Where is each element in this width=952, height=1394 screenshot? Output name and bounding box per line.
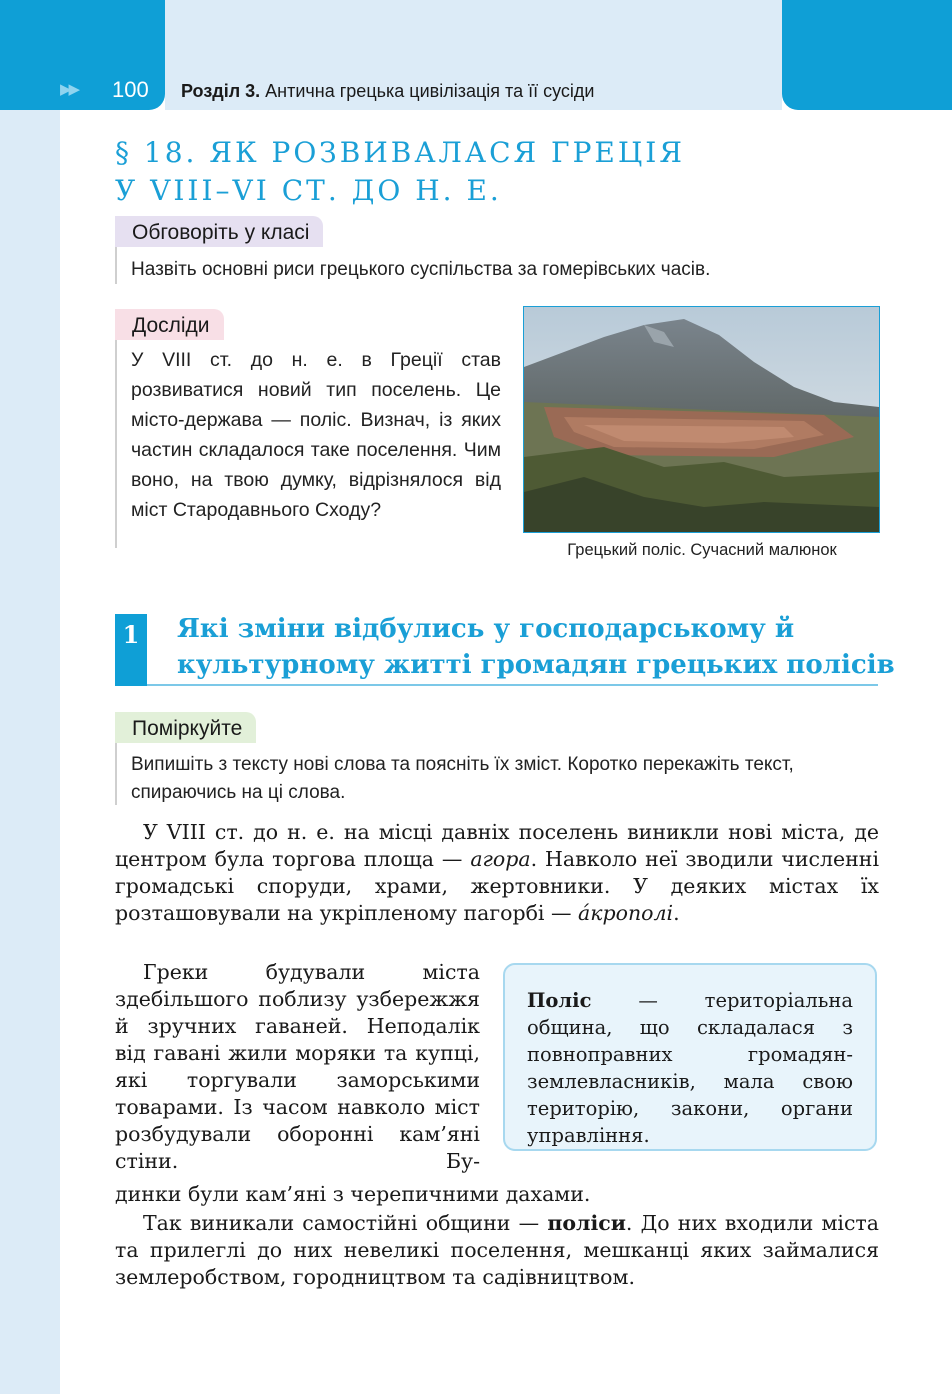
body-paragraph-3 (115, 1210, 879, 1291)
paragraph-title-line2: У VIII–VI СТ. ДО Н. Е. (115, 174, 502, 207)
header-tab-right (782, 0, 952, 110)
think-divider (115, 743, 117, 805)
section-title: Які зміни відбулись у господарському й культурному житті громадян грецьких полісів (177, 614, 895, 680)
discuss-divider (115, 247, 117, 284)
think-label: Поміркуйте (115, 712, 256, 743)
p3-text-b: . До них входили міста та прилеглі до них невеликі поселення, мешканці яких займалися землеробством, городництвом та садівництвом. (115, 1211, 879, 1289)
research-label: Досліди (115, 309, 224, 340)
left-margin-strip (0, 110, 60, 1394)
p2-text-a: Греки будували міста здебільшого поблизу узбережжя й зручних гаваней. Неподалік від гавані жили моряки та купці, які торгували заморськими товарами. Із часом навколо міст розбудували оборонні кам’яні стіни. Бу- (115, 960, 480, 1173)
discuss-label: Обговоріть у класі (115, 216, 323, 247)
greek-polis-image (523, 306, 880, 533)
section-number: 1 (115, 614, 147, 686)
p1-text-c: . (673, 901, 680, 925)
paragraph-title-line1: § 18. ЯК РОЗВИВАЛАСЯ ГРЕЦІЯ (115, 136, 685, 169)
chapter-title: Антична грецька цивілізація та її сусіди (265, 81, 595, 101)
chapter-header (181, 81, 594, 102)
page-number: 100 (112, 77, 149, 102)
p1-text-a: У VIII ст. до н. е. на місці давніх поселень виникли нові міста, де центром була торгова площа — (115, 820, 879, 871)
research-task: У VIII ст. до н. е. в Греції став розвиватися новий тип поселень. Це місто-держава — поліс. Визнач, із яких частин складалося таке поселення. Чим воно, на твою думку, відрізнялося від міст Стародавнього Сходу? (131, 349, 501, 521)
definition-term: Поліс (527, 989, 592, 1012)
chapter-label: Розділ 3. (181, 81, 261, 101)
definition-body: — територіальна община, що складалася з повноправних громадян-землевласників, мала свою територію, закони, органи управління. (527, 989, 853, 1147)
section-underline (147, 684, 878, 686)
paragraph-title (115, 134, 685, 210)
think-task: Випишіть з тексту нові слова та поясніть їх зміст. Коротко перекажіть текст, спираючись на ці слова. (131, 754, 794, 803)
p3-text-a: Так виникали самостійні общини — (143, 1211, 548, 1235)
term-agora: агора (470, 847, 531, 871)
body-paragraph-1 (115, 819, 879, 927)
image-caption: Грецький поліс. Сучасний малюнок (567, 541, 837, 559)
definition-text (527, 987, 853, 1149)
body-paragraph-2-end: динки були кам’яні з черепичними дахами. (115, 1182, 591, 1206)
body-paragraph-2-column (115, 959, 480, 1175)
term-acropolis: áкрополі (578, 901, 674, 925)
research-divider (115, 340, 117, 548)
p1-text-b: . Навколо неї зводили численні громадські споруди, храми, жертовники. У деяких містах їх розташовували на укріпленому пагорбі — (115, 847, 879, 925)
term-poleis: поліси (547, 1211, 626, 1235)
discuss-task: Назвіть основні риси грецького суспільства за гомерівських часів. (131, 259, 711, 280)
double-arrow-icon: ▶▶ (60, 80, 78, 98)
